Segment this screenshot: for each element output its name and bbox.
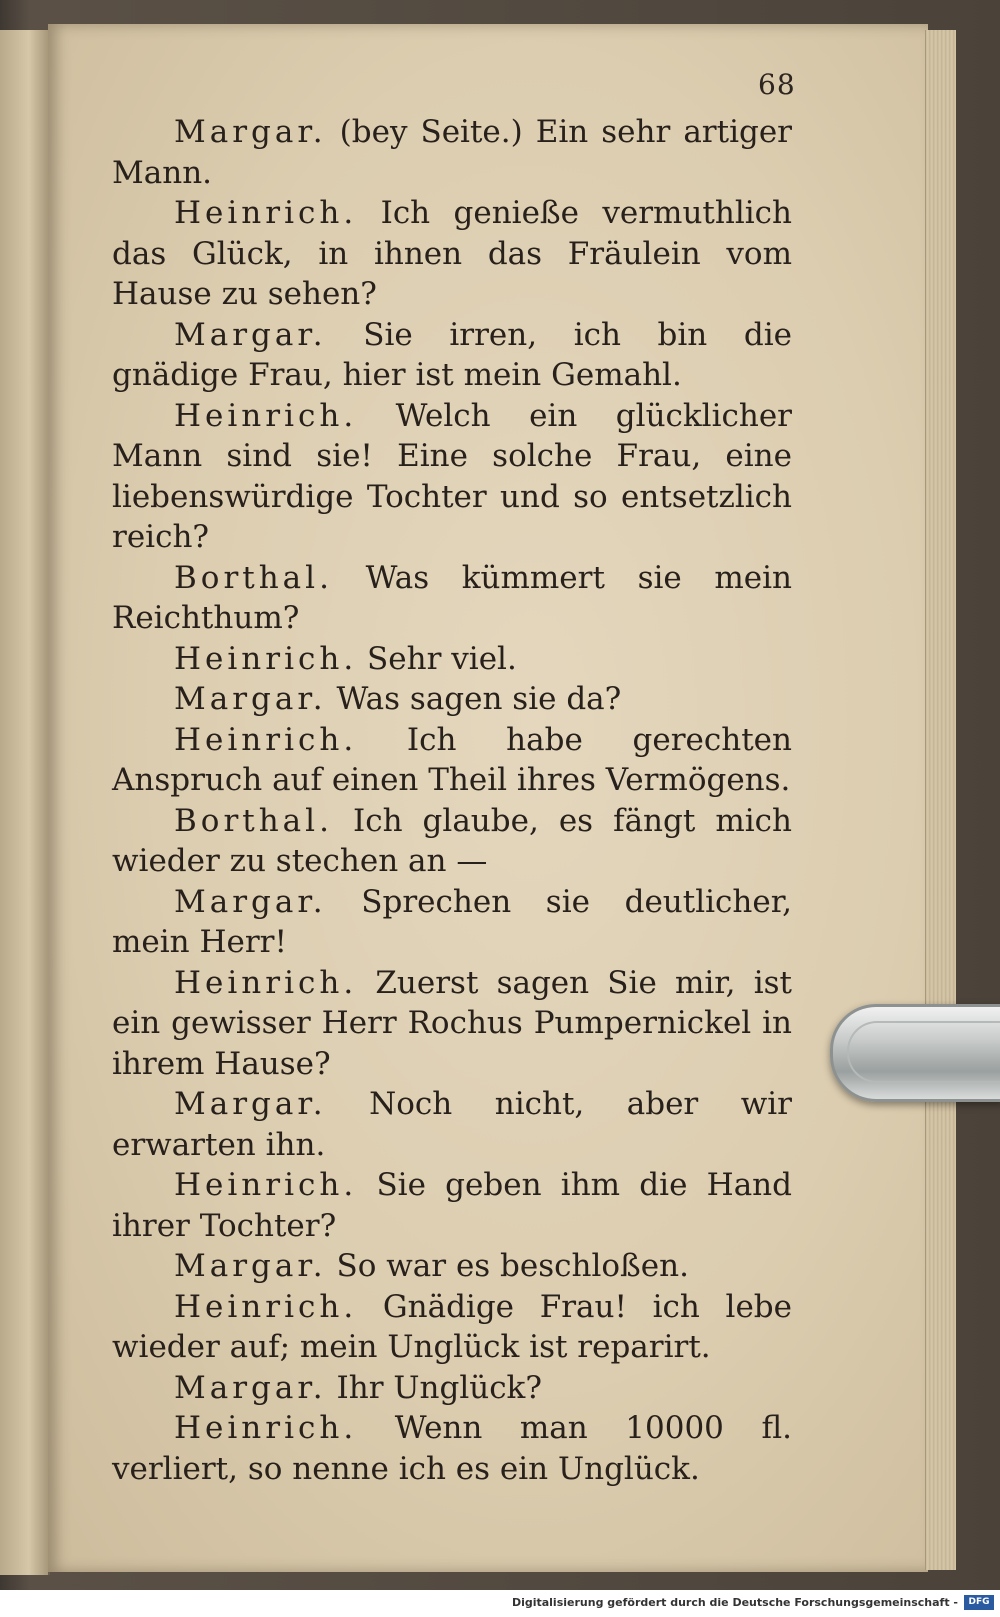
dialogue-text: Was sagen sie da? — [326, 681, 622, 717]
dialogue-line — [112, 1165, 792, 1246]
dialogue-line — [112, 396, 792, 558]
speaker-name: Margar. — [174, 316, 327, 353]
dialogue-text: Ich genieße vermuthlich das Glück, in ihnen das Fräulein vom Hause zu sehen? — [112, 195, 792, 312]
speaker-name: Heinrich. — [174, 964, 358, 1001]
speaker-name: Margar. — [174, 1369, 327, 1406]
dialogue-line — [112, 1246, 792, 1287]
speaker-name: Borthal. — [174, 802, 333, 839]
dialogue-text: Ich habe gerechten Anspruch auf einen Theil ihres Vermögens. — [112, 721, 792, 798]
dfg-logo-icon: DFG — [964, 1595, 994, 1610]
speaker-name: Margar. — [174, 883, 327, 920]
speaker-name: Margar. — [174, 114, 327, 150]
dialogue-text: Welch ein glücklicher Mann sind sie! Eine solche Frau, eine liebenswürdige Tochter und so entsetzlich reich? — [112, 397, 792, 555]
dialogue-text: Gnädige Frau! ich lebe wieder auf; mein Unglück ist reparirt. — [112, 1288, 792, 1365]
speaker-name: Heinrich. — [174, 1167, 358, 1203]
dialogue-line — [112, 1408, 792, 1489]
speaker-name: Margar. — [174, 1086, 327, 1122]
dialogue-line — [112, 193, 792, 315]
dialogue-line — [112, 112, 792, 193]
dialogue-line — [112, 1368, 792, 1409]
speaker-name: Borthal. — [174, 559, 333, 596]
left-page-edge — [0, 30, 50, 1575]
dialogue-line — [112, 558, 792, 639]
dialogue-text: Ich glaube, es fängt mich wieder zu stechen an — — [112, 802, 792, 879]
dialogue-text: Noch nicht, aber wir erwarten ihn. — [112, 1086, 792, 1163]
dialogue-text: So war es beschloßen. — [326, 1248, 689, 1284]
page-clip-inner — [847, 1021, 1000, 1083]
dialogue-text: Ihr Unglück? — [326, 1369, 542, 1406]
dialogue-line — [112, 1287, 792, 1368]
dialogue-line — [112, 720, 792, 801]
speaker-name: Margar. — [174, 1248, 327, 1284]
dialogue-text: Sehr viel. — [357, 640, 517, 677]
speaker-name: Heinrich. — [174, 640, 358, 677]
dialogue-text: (bey Seite.) Ein sehr artiger Mann. — [112, 114, 792, 191]
dialogue-line — [112, 963, 792, 1085]
dialogue-line — [112, 882, 792, 963]
speaker-name: Heinrich. — [174, 1288, 358, 1325]
speaker-name: Heinrich. — [174, 721, 358, 758]
speaker-name: Heinrich. — [174, 195, 358, 231]
dialogue-text: Was kümmert sie mein Reichthum? — [112, 559, 792, 636]
page-stack-edge — [925, 30, 956, 1570]
dialogue-line — [112, 1084, 792, 1165]
dialogue-line — [112, 639, 792, 680]
page-number: 68 — [758, 68, 796, 101]
dialogue-text: Zuerst sagen Sie mir, ist ein gewisser Herr Rochus Pumpernickel in ihrem Hause? — [112, 964, 792, 1082]
speaker-name: Heinrich. — [174, 397, 358, 434]
speaker-name: Heinrich. — [174, 1410, 358, 1446]
dialogue-text: Sprechen sie deutlicher, mein Herr! — [112, 883, 792, 960]
page-clip-icon — [830, 1004, 1000, 1102]
funding-credit: Digitalisierung gefördert durch die Deutsche Forschungsgemeinschaft - — [511, 1596, 958, 1609]
dialogue-line — [112, 801, 792, 882]
dialogue-text: Sie irren, ich bin die gnädige Frau, hier ist mein Gemahl. — [112, 316, 792, 393]
dialogue-text: Sie geben ihm die Hand ihrer Tochter? — [112, 1167, 792, 1244]
dialogue-line — [112, 315, 792, 396]
footer-bar — [0, 1590, 1000, 1617]
speaker-name: Margar. — [174, 681, 327, 717]
play-text — [112, 112, 792, 1489]
dialogue-text: Wenn man 10000 fl. verliert, so nenne ich es ein Unglück. — [112, 1410, 792, 1487]
dialogue-line — [112, 679, 792, 720]
